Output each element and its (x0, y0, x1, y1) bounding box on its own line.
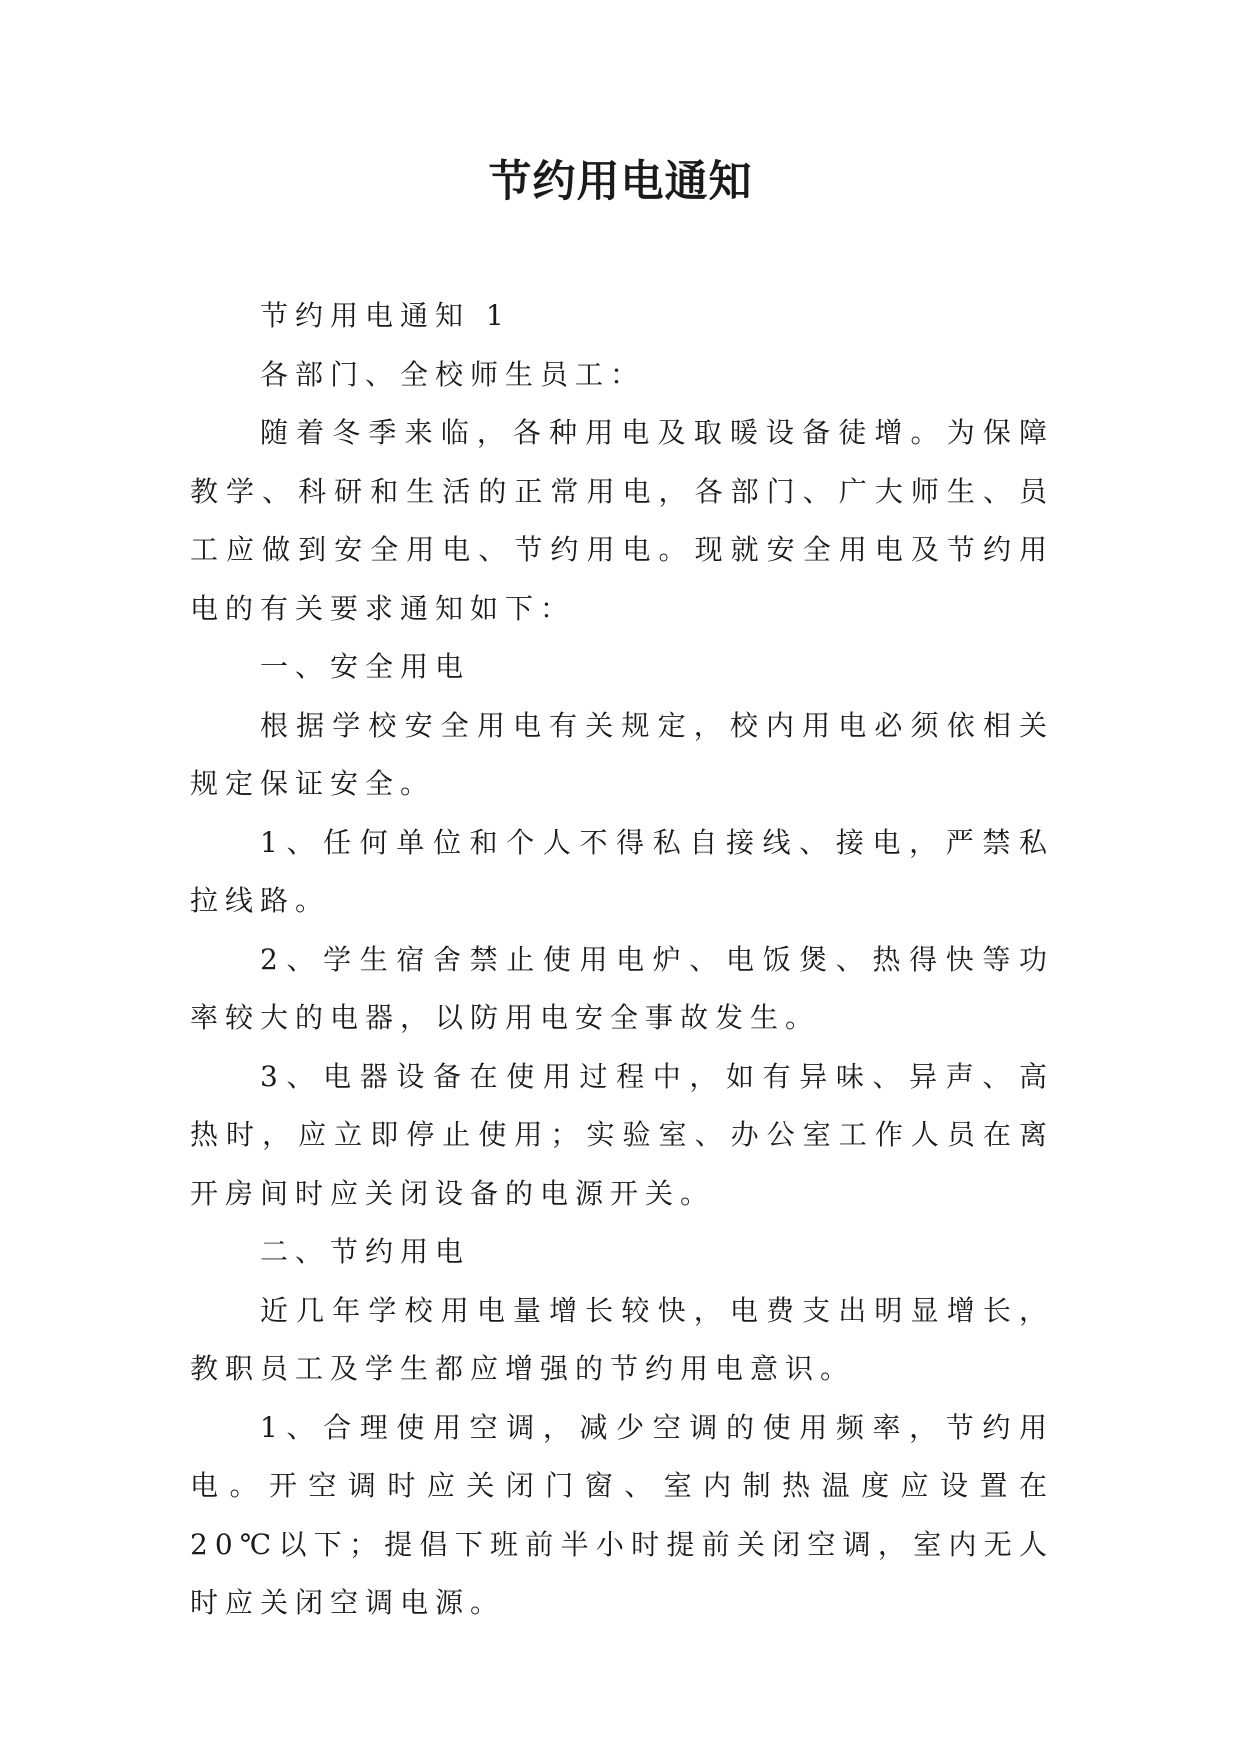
saving-item-1: 1、合理使用空调，减少空调的使用频率，节约用电。开空调时应关闭门窗、室内制热温度应设置在 20℃以下；提倡下班前半小时提前关闭空调，室内无人时应关闭空调电源。 (190, 1410, 1054, 1619)
intro-paragraph: 随着冬季来临，各种用电及取暖设备徒增。为保障教学、科研和生活的正常用电，各部门、广大师生、员工应做到安全用电、节约用电。现就安全用电及节约用电的有关要求通知如下： (190, 416, 1054, 625)
safety-item-3: 3、电器设备在使用过程中，如有异味、异声、高热时，应立即停止使用；实验室、办公室工作人员在离开房间时应关闭设备的电源开关。 (190, 1059, 1054, 1210)
safety-paragraph: 根据学校安全用电有关规定，校内用电必须依相关规定保证安全。 (190, 708, 1054, 800)
notice-subtitle: 节约用电通知 1 (260, 299, 511, 332)
saving-paragraph: 近几年学校用电量增长较快，电费支出明显增长，教职员工及学生都应增强的节约用电意识。 (190, 1293, 1054, 1385)
section-heading-saving: 二、节约用电 (260, 1235, 471, 1268)
safety-item-1: 1、任何单位和个人不得私自接线、接电，严禁私拉线路。 (190, 825, 1054, 917)
safety-item-2: 2、学生宿舍禁止使用电炉、电饭煲、热得快等功率较大的电器，以防用电安全事故发生。 (190, 942, 1054, 1034)
document-body (190, 287, 1054, 1633)
document-title: 节约用电通知 (488, 157, 753, 207)
salutation: 各部门、全校师生员工： (260, 357, 646, 391)
section-heading-safety: 一、安全用电 (260, 650, 471, 683)
